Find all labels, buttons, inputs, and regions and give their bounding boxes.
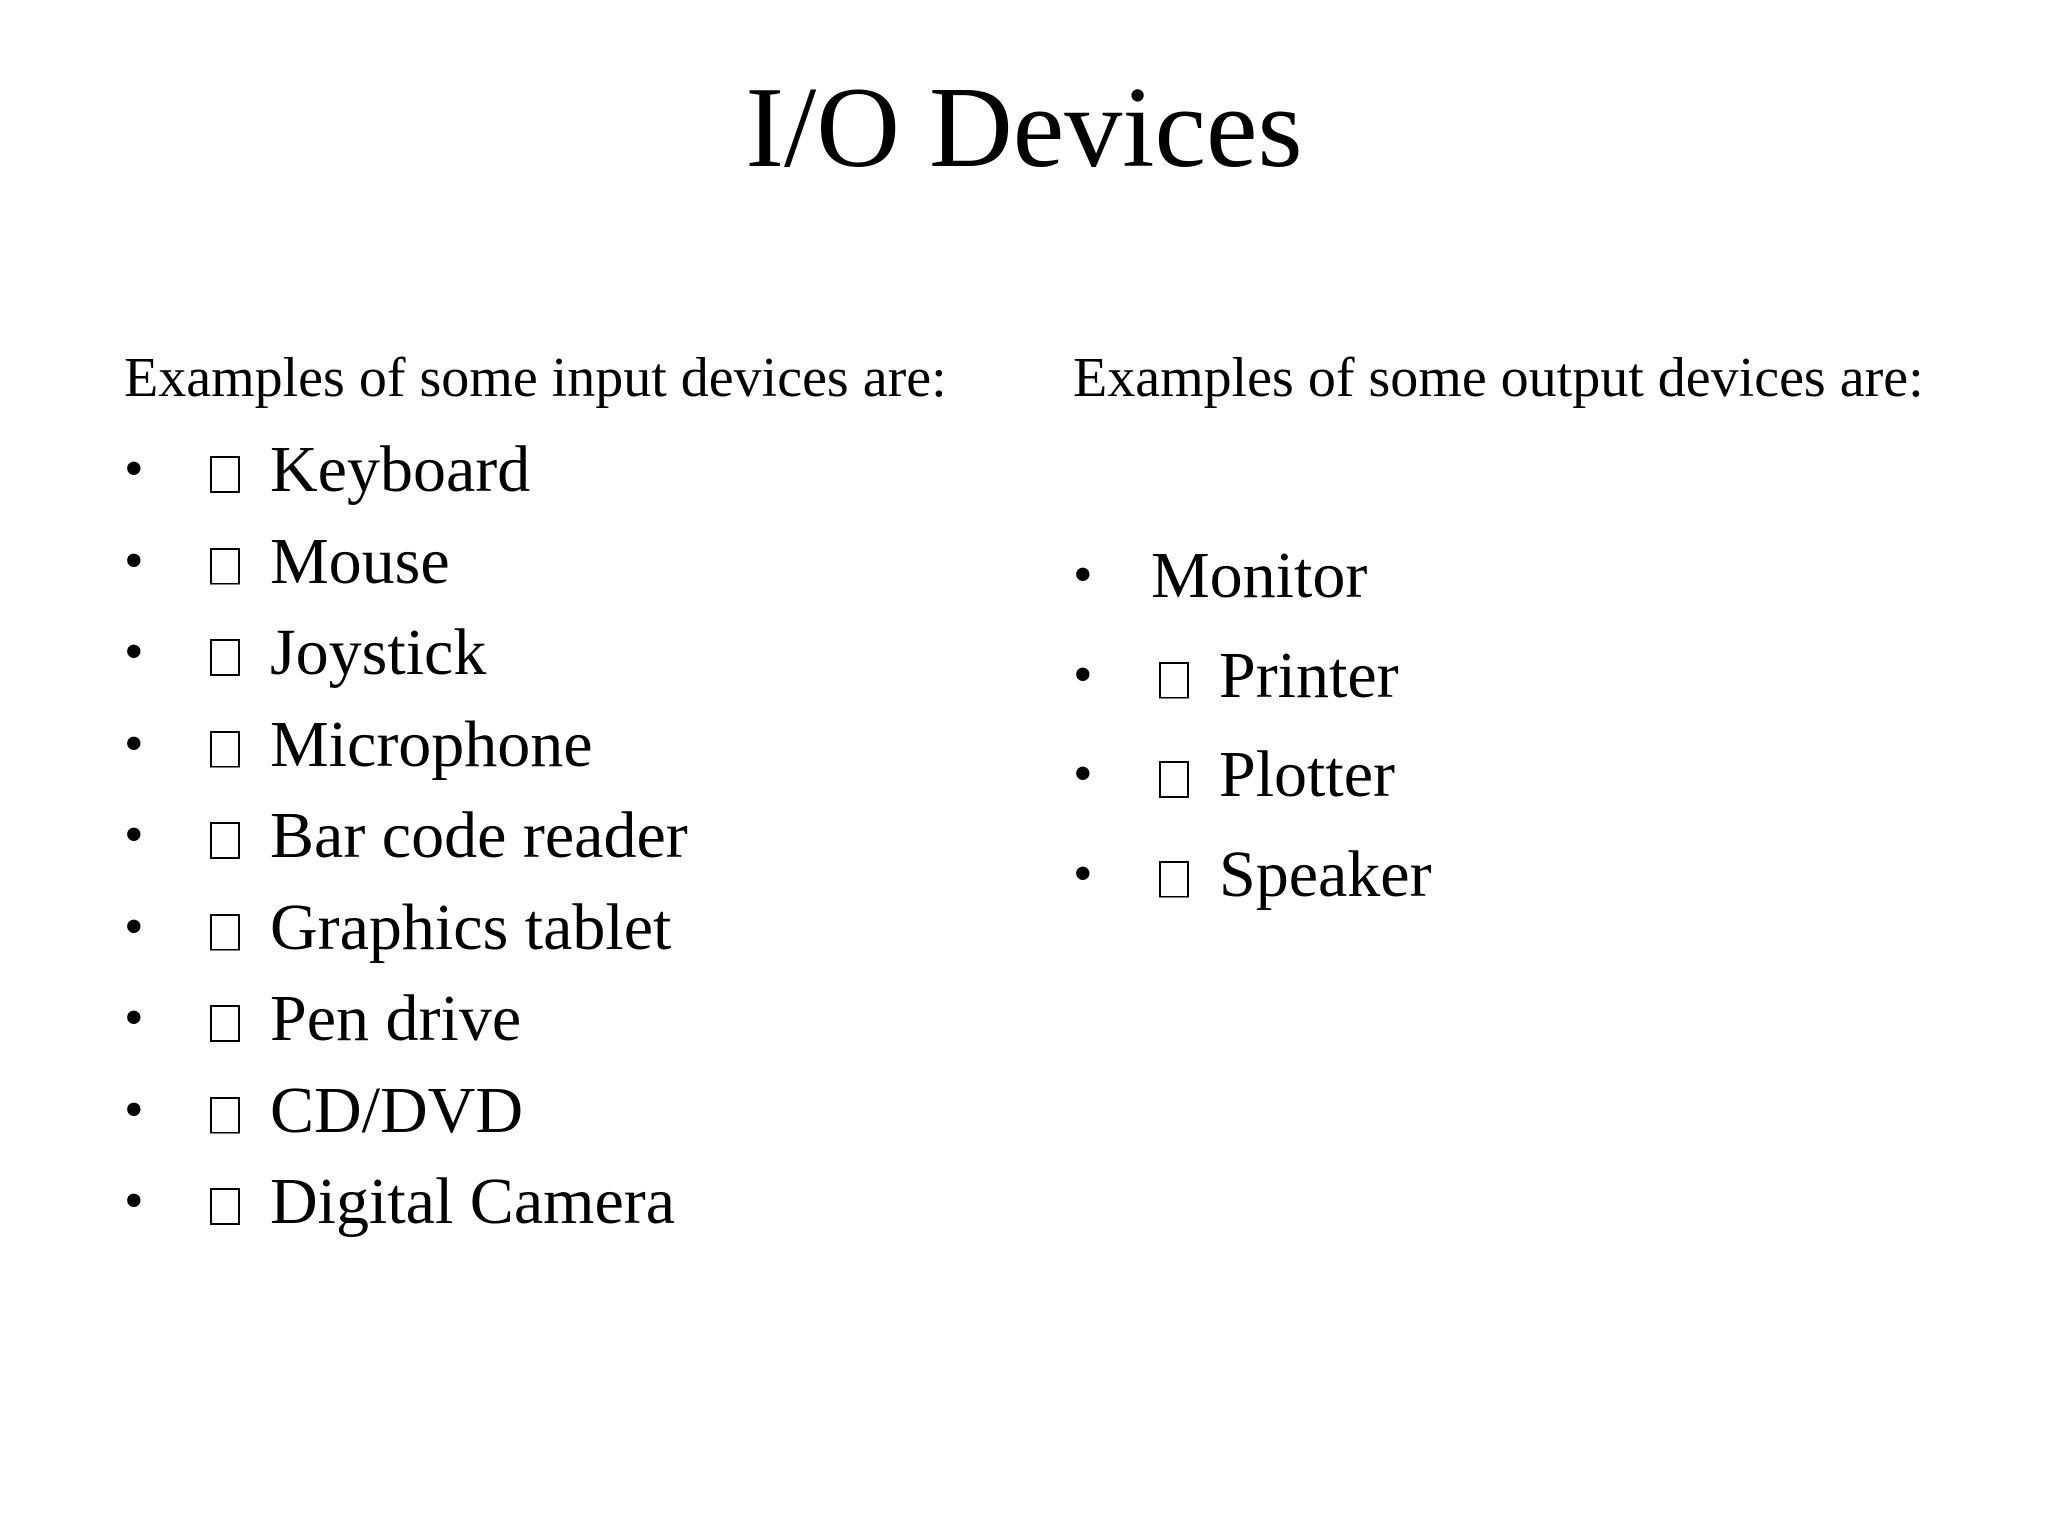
bullet-icon: • — [1073, 643, 1093, 706]
list-item — [124, 699, 1044, 791]
output-device-label: Monitor — [1151, 539, 1368, 612]
bullet-icon: • — [124, 529, 144, 592]
bullet-icon: • — [124, 621, 144, 683]
box-glyph-icon — [1159, 861, 1189, 898]
slide-title: I/O Devices — [745, 64, 1303, 192]
output-devices-list — [1073, 526, 1993, 924]
input-device-label: Mouse — [270, 524, 450, 598]
box-glyph-icon — [210, 1097, 240, 1134]
box-glyph-icon — [210, 548, 240, 585]
list-item — [124, 424, 1044, 516]
bullet-icon: • — [124, 895, 144, 958]
box-glyph-icon — [210, 822, 240, 859]
list-item — [124, 1065, 1044, 1157]
box-glyph-icon — [210, 1005, 240, 1042]
output-device-label: Plotter — [1219, 738, 1395, 811]
output-devices-column — [1073, 348, 1993, 924]
output-devices-intro: Examples of some output devices are: — [1073, 347, 1924, 409]
list-item — [1073, 825, 1993, 925]
bullet-icon: • — [1073, 743, 1093, 805]
input-device-label: Joystick — [270, 616, 487, 689]
input-device-label: Bar code reader — [270, 799, 688, 872]
list-item — [124, 607, 1044, 699]
input-device-label: Graphics tablet — [270, 890, 672, 964]
list-item — [124, 516, 1044, 608]
input-device-label: Keyboard — [270, 433, 531, 506]
bullet-icon: • — [124, 712, 144, 775]
box-glyph-icon — [1159, 662, 1189, 699]
list-item — [124, 790, 1044, 882]
list-item — [1073, 626, 1993, 726]
bullet-icon: • — [1073, 842, 1093, 905]
bullet-icon: • — [124, 804, 144, 866]
input-device-label: Pen drive — [270, 982, 522, 1055]
box-glyph-icon — [210, 731, 240, 768]
input-devices-list — [124, 424, 1044, 1248]
bullet-icon: • — [1073, 544, 1093, 606]
list-item — [1073, 725, 1993, 825]
list-item — [124, 1156, 1044, 1248]
box-glyph-icon — [210, 639, 240, 676]
output-device-label: Speaker — [1219, 837, 1432, 911]
list-item — [124, 973, 1044, 1065]
bullet-icon: • — [124, 987, 144, 1049]
input-devices-intro: Examples of some input devices are: — [124, 347, 947, 409]
bullet-icon: • — [124, 438, 144, 500]
box-glyph-icon — [210, 1188, 240, 1225]
list-item — [124, 882, 1044, 974]
input-devices-column — [124, 348, 1044, 1248]
box-glyph-icon — [1159, 761, 1189, 798]
box-glyph-icon — [210, 914, 240, 951]
bullet-icon: • — [124, 1078, 144, 1141]
bullet-icon: • — [124, 1170, 144, 1232]
box-glyph-icon — [210, 456, 240, 493]
input-device-label: CD/DVD — [270, 1073, 524, 1147]
input-device-label: Microphone — [270, 707, 593, 781]
output-device-label: Printer — [1219, 638, 1399, 712]
input-device-label: Digital Camera — [270, 1165, 676, 1238]
list-item — [1073, 526, 1993, 626]
